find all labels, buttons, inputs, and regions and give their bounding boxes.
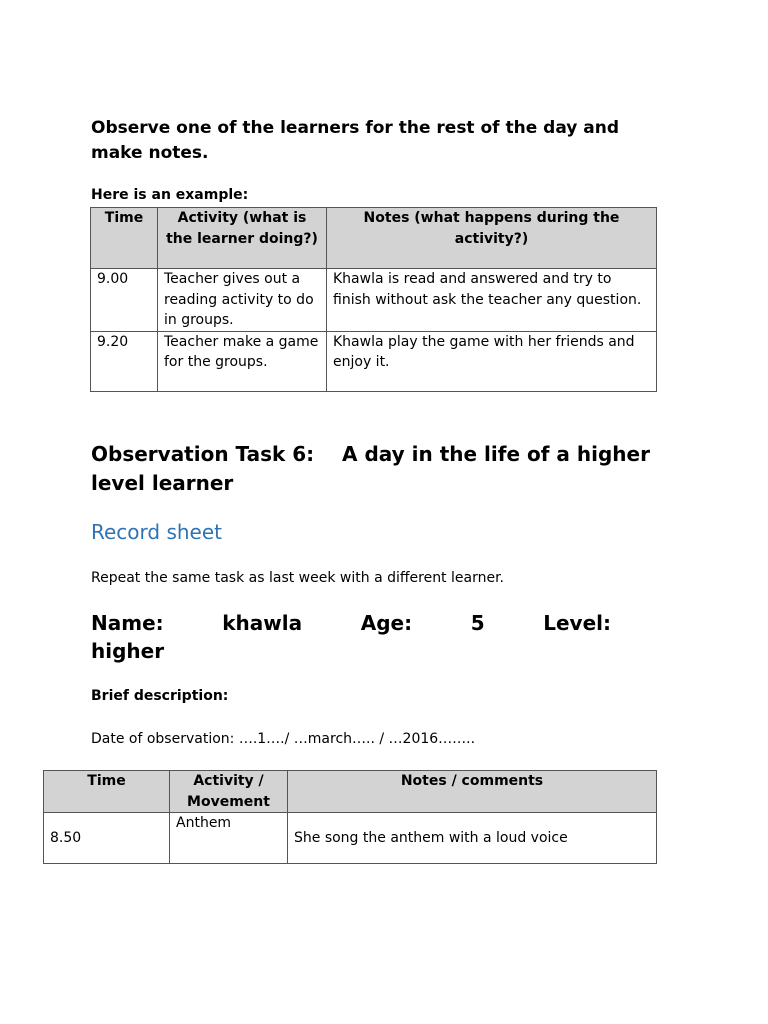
table-header-row xyxy=(44,771,657,813)
column-header-notes: Notes (what happens during the activity?) xyxy=(327,208,657,269)
name-value: khawla xyxy=(222,611,303,635)
task-title: Observation Task 6: A day in the life of a higher level learner xyxy=(91,442,657,495)
level-value: higher xyxy=(91,639,165,663)
instruction-heading: Observe one of the learners for the rest of the day and make notes. xyxy=(91,118,620,163)
table-row xyxy=(44,813,657,864)
column-header-notes: Notes / comments xyxy=(288,771,657,813)
table-header-row xyxy=(91,208,657,269)
column-header-activity: Activity / Movement xyxy=(170,771,288,813)
date-of-observation: Date of observation: ….1…./ …march….. / …2016…….. xyxy=(91,731,476,747)
column-header-time: Time xyxy=(44,771,170,813)
cell-activity: Teacher gives out a reading activity to do in groups. xyxy=(158,269,327,332)
age-label: Age: xyxy=(360,611,413,635)
example-table xyxy=(90,207,657,392)
cell-time: 8.50 xyxy=(44,813,170,864)
brief-description-label: Brief description: xyxy=(91,688,229,704)
cell-time: 9.20 xyxy=(91,331,158,391)
repeat-instruction: Repeat the same task as last week with a different learner. xyxy=(91,570,504,586)
cell-activity: Teacher make a game for the groups. xyxy=(158,331,327,391)
cell-notes: Khawla play the game with her friends and enjoy it. xyxy=(327,331,657,391)
cell-notes: She song the anthem with a loud voice xyxy=(288,813,657,864)
example-label: Here is an example: xyxy=(91,187,249,203)
record-table xyxy=(43,770,657,864)
table-row xyxy=(91,269,657,332)
learner-info xyxy=(91,609,611,665)
cell-notes: Khawla is read and answered and try to finish without ask the teacher any question. xyxy=(327,269,657,332)
name-label: Name: xyxy=(91,611,164,635)
column-header-time: Time xyxy=(91,208,158,269)
record-sheet-heading: Record sheet xyxy=(91,520,223,544)
level-label: Level: xyxy=(543,611,611,635)
table-row xyxy=(91,331,657,391)
cell-time: 9.00 xyxy=(91,269,158,332)
age-value: 5 xyxy=(470,611,485,635)
column-header-activity: Activity (what is the learner doing?) xyxy=(158,208,327,269)
cell-activity: Anthem xyxy=(170,813,288,864)
